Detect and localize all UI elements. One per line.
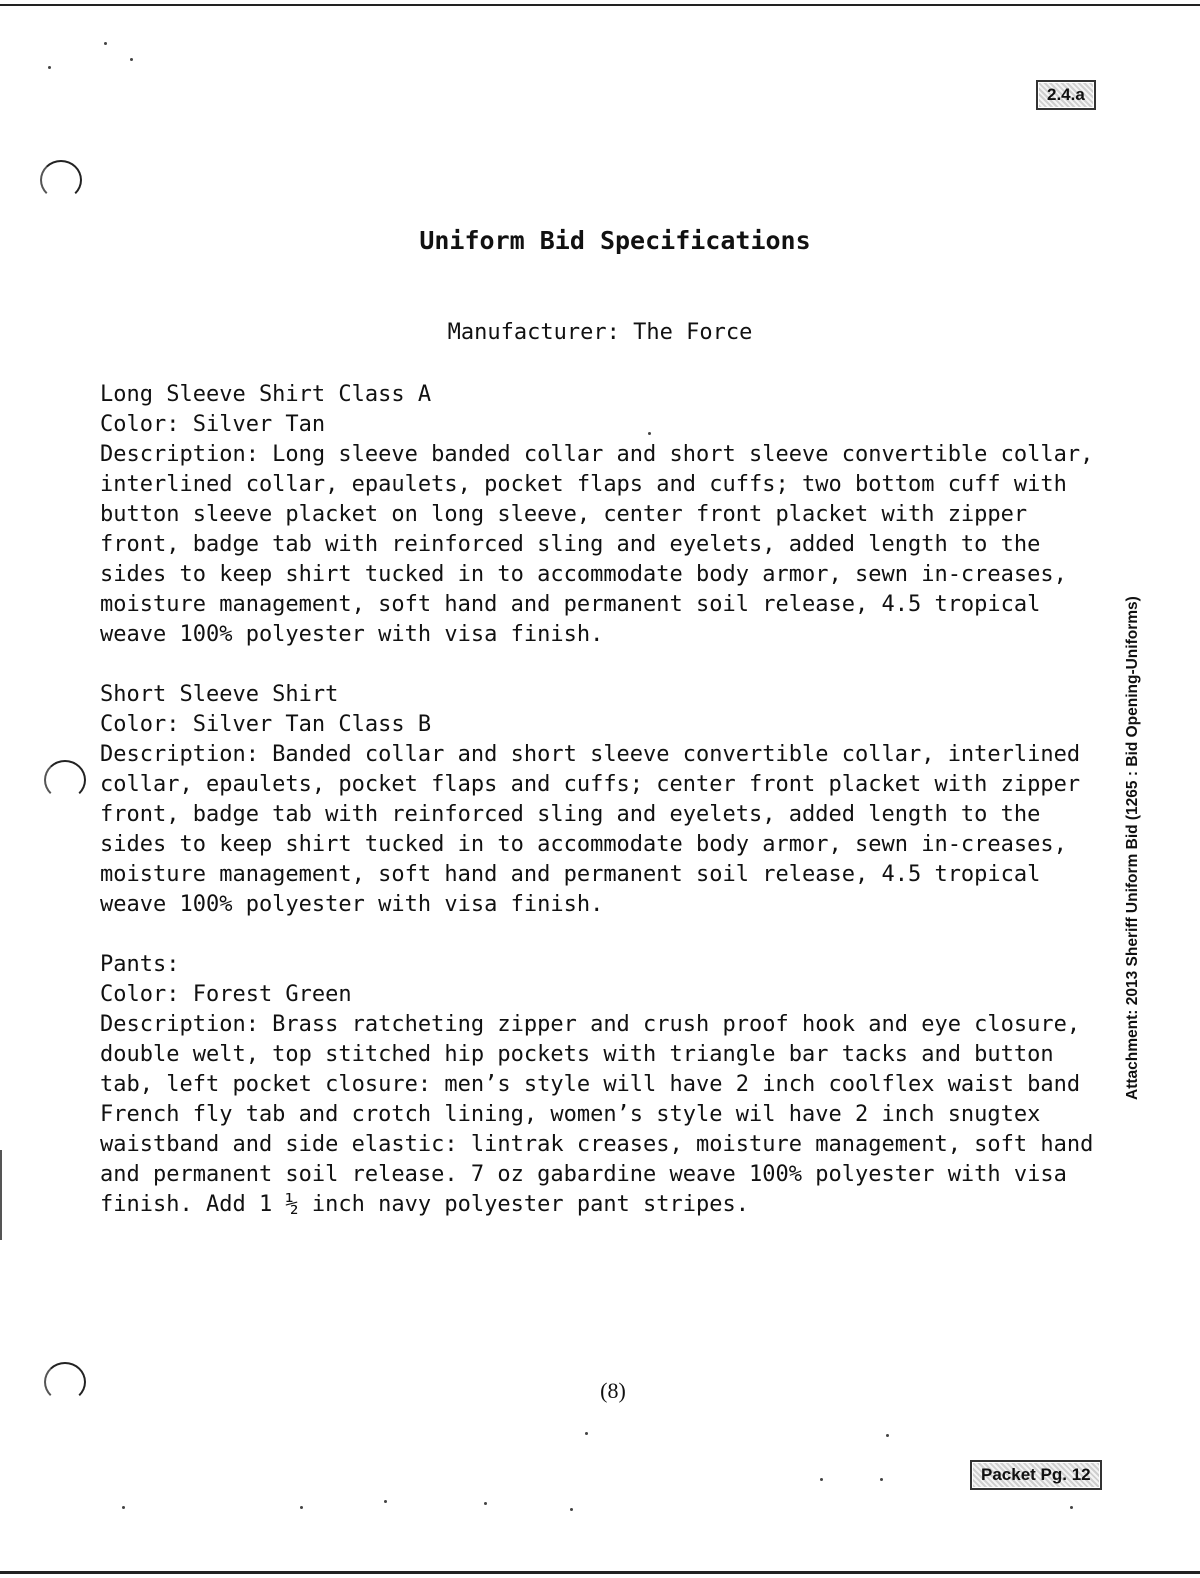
scan-speck	[300, 1506, 303, 1509]
packet-page-label: Packet Pg. 12	[973, 1463, 1099, 1487]
manufacturer-line: Manufacturer: The Force	[447, 320, 753, 345]
spec-description: Description: Brass ratcheting zipper and crush proof hook and eye closure, double welt, top stitched hip pockets with triangle bar tacks and button tab, left pocket closure: men’s style will have 2 inch coolflex waist band French fly tab and crotch lining, women’s style wil have 2 inch snugtex waistband and side elastic: lintrak creases, moisture management, soft hand and permanent soil release. 7 oz gabardine weave 100% polyester with visa finish. Add 1 ½ inch navy polyester pant stripes.	[100, 1012, 1094, 1217]
scan-speck	[585, 1432, 588, 1435]
spec-color: Color: Silver Tan Class B	[100, 712, 432, 737]
attachment-side-caption: Attachment: 2013 Sheriff Uniform Bid (1265 : Bid Opening-Uniforms)	[1124, 596, 1141, 1100]
spec-description: Description: Long sleeve banded collar and short sleeve convertible collar, interlined collar, epaulets, pocket flaps and cuffs; two bottom cuff with button sleeve placket on long sleeve, center front placket with zipper front, badge tab with reinforced sling and eyelets, added length to the sides to keep shirt tucked in to accommodate body armor, sewn in-creases, moisture management, soft hand and permanent soil release, 4.5 tropical weave 100% polyester with visa finish.	[100, 442, 1094, 647]
spec-heading: Pants:	[100, 952, 180, 977]
scan-speck	[648, 432, 651, 435]
page-number: (8)	[600, 1378, 626, 1403]
scan-speck	[130, 58, 133, 61]
scan-speck	[1070, 1506, 1073, 1509]
page-title: Uniform Bid Specifications	[419, 226, 811, 255]
attachment-stamp-label: 2.4.a	[1039, 83, 1093, 107]
spec-color: Color: Silver Tan	[100, 412, 326, 437]
scan-speck	[48, 66, 51, 69]
scan-speck	[820, 1478, 823, 1481]
scan-speck	[122, 1506, 125, 1509]
scan-speck	[104, 42, 107, 45]
spec-section-short-sleeve	[100, 680, 1110, 920]
specification-body	[100, 380, 1110, 1250]
spec-section-pants	[100, 950, 1110, 1220]
spec-color: Color: Forest Green	[100, 982, 352, 1007]
punch-hole	[40, 160, 82, 200]
bottom-border	[0, 1571, 1200, 1574]
scan-speck	[384, 1500, 387, 1503]
scan-speck	[880, 1478, 883, 1481]
scan-speck	[484, 1502, 487, 1505]
spec-heading: Short Sleeve Shirt	[100, 682, 339, 707]
scan-speck	[886, 1434, 889, 1437]
spec-description: Description: Banded collar and short sleeve convertible collar, interlined collar, epaulets, pocket flaps and cuffs; center front placket with zipper front, badge tab with reinforced sling and eyelets, added length to the sides to keep shirt tucked in to accommodate body armor, sewn in-creases, moisture management, soft hand and permanent soil release, 4.5 tropical weave 100% polyester with visa finish.	[100, 742, 1081, 917]
packet-page-stamp	[970, 1460, 1102, 1490]
spec-heading: Long Sleeve Shirt Class A	[100, 382, 432, 407]
punch-hole	[44, 760, 86, 800]
spec-section-long-sleeve	[100, 380, 1110, 650]
scan-speck	[570, 1508, 573, 1511]
left-edge-mark	[0, 1150, 2, 1240]
attachment-stamp	[1036, 80, 1096, 110]
top-border	[0, 4, 1200, 6]
